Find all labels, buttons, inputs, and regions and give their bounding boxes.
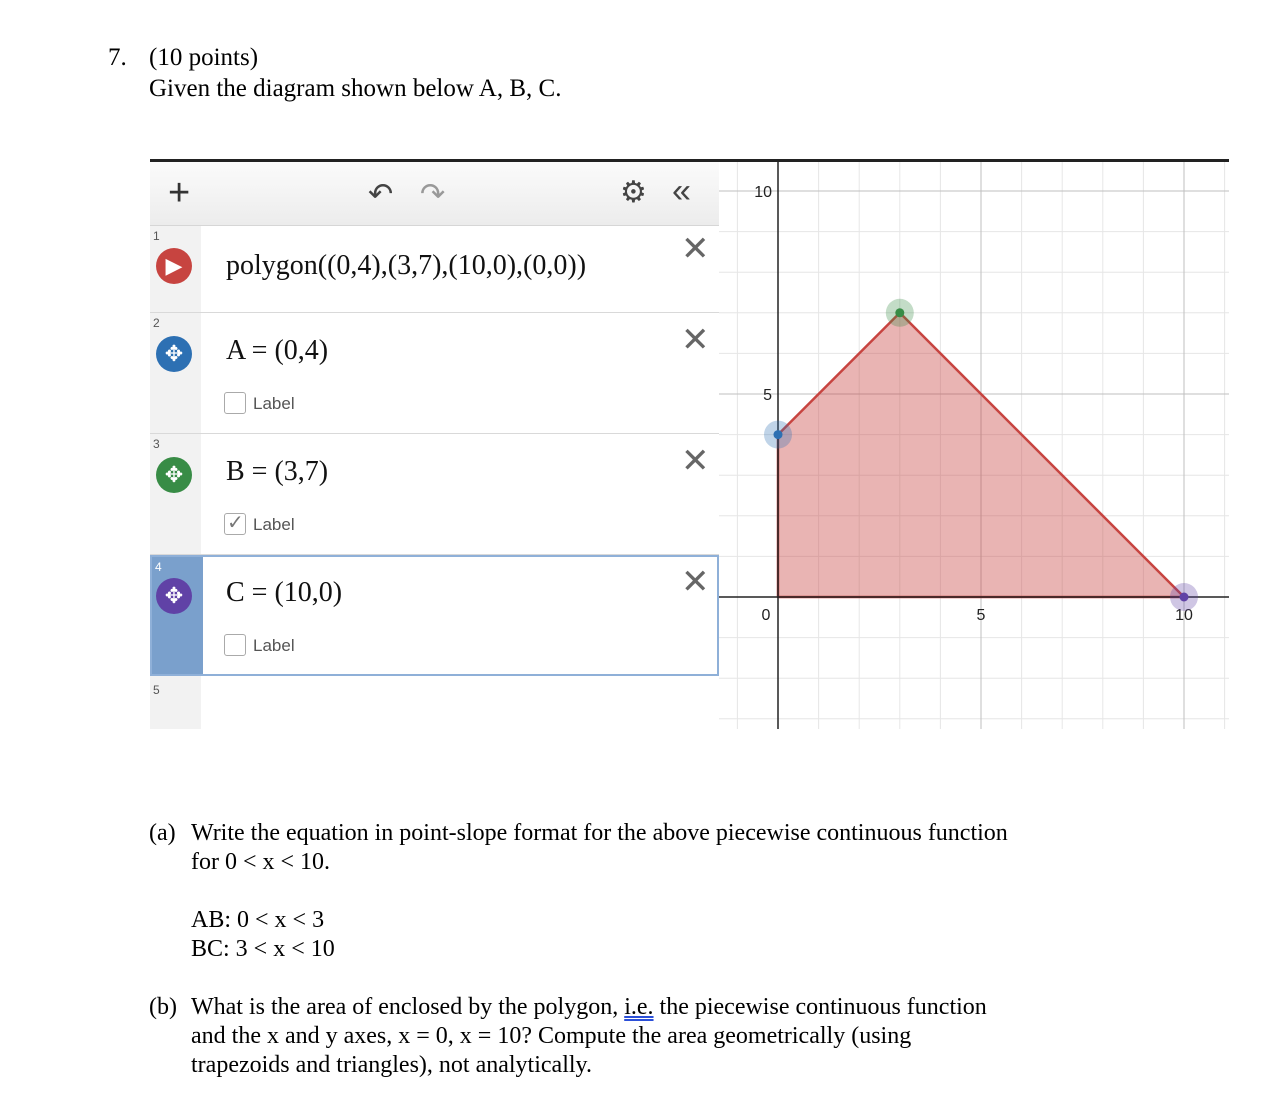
part-b-text-pre: What is the area of enclosed by the polygon, (191, 994, 625, 1020)
expression-row-4[interactable] (150, 555, 719, 676)
part-b-line1 (149, 993, 987, 1022)
part-a-label: (a) (149, 820, 176, 846)
desmos-calculator (150, 159, 1229, 729)
expression-panel (150, 162, 719, 729)
point-c (1180, 593, 1189, 602)
expression-index: 4 (155, 560, 162, 574)
move-icon[interactable]: ✥ (156, 336, 192, 372)
expression-polygon[interactable]: polygon((0,4),(3,7),(10,0),(0,0)) (226, 250, 587, 281)
label-checkbox[interactable] (224, 392, 246, 414)
question-number: 7. (108, 44, 127, 71)
y-tick-label: 10 (754, 184, 772, 201)
part-a-ab: AB: 0 < x < 3 (191, 907, 325, 933)
label-checkbox[interactable] (224, 634, 246, 656)
expression-row-3[interactable] (150, 434, 719, 555)
x-tick-label: 0 (761, 607, 771, 624)
expression-index: 2 (153, 316, 160, 330)
double-chevron-left-icon[interactable]: « (672, 172, 691, 210)
part-a-text: Write the equation in point-slope format for the above piecewise continuous function (191, 820, 1008, 846)
expression-point-b[interactable]: B = (3,7) (226, 456, 329, 487)
graph-svg (719, 162, 1229, 729)
delete-icon[interactable]: ✕ (681, 563, 710, 601)
question-intro: Given the diagram shown below A, B, C. (149, 75, 562, 102)
part-b-label: (b) (149, 994, 177, 1020)
label-text: Label (253, 515, 295, 534)
question-points: (10 points) (149, 44, 259, 71)
expression-toolbar (150, 162, 719, 226)
expression-row-2[interactable] (150, 313, 719, 434)
y-tick-label: 5 (763, 387, 772, 404)
part-b-text-post: the piecewise continuous function (653, 994, 987, 1020)
graph-paper[interactable] (719, 162, 1229, 729)
active-gutter (152, 557, 203, 674)
expression-index: 5 (153, 683, 160, 697)
point-a (774, 430, 783, 439)
play-icon[interactable]: ▶ (156, 248, 192, 284)
part-b-line2: and the x and y axes, x = 0, x = 10? Compute the area geometrically (using (191, 1023, 912, 1049)
move-icon[interactable]: ✥ (156, 578, 192, 614)
label-text: Label (253, 636, 295, 655)
point-b (895, 308, 904, 317)
part-a-bc: BC: 3 < x < 10 (191, 936, 335, 962)
delete-icon[interactable]: ✕ (681, 230, 710, 268)
redo-icon[interactable]: ↷ (420, 178, 446, 211)
expression-point-a[interactable]: A = (0,4) (226, 335, 329, 366)
part-b-ie: i.e. (624, 994, 654, 1020)
delete-icon[interactable]: ✕ (681, 442, 710, 480)
x-tick-label: 5 (976, 607, 986, 624)
part-a-line1 (149, 819, 1008, 848)
expression-row-1[interactable] (150, 226, 719, 313)
expression-point-c[interactable]: C = (10,0) (226, 577, 343, 608)
gear-icon[interactable]: ⚙ (620, 176, 647, 209)
part-b-line3: trapezoids and triangles), not analytically. (191, 1052, 592, 1078)
part-a-line2: for 0 < x < 10. (191, 849, 331, 875)
expression-index: 3 (153, 437, 160, 451)
move-icon[interactable]: ✥ (156, 457, 192, 493)
label-text: Label (253, 394, 295, 413)
delete-icon[interactable]: ✕ (681, 321, 710, 359)
plus-icon[interactable]: + (168, 172, 191, 214)
expression-index: 1 (153, 229, 160, 243)
expression-row-5[interactable] (150, 677, 719, 729)
label-checkbox[interactable] (224, 513, 246, 535)
x-tick-label: 10 (1175, 607, 1193, 624)
check-icon: ✓ (227, 512, 244, 534)
undo-icon[interactable]: ↶ (368, 178, 394, 211)
